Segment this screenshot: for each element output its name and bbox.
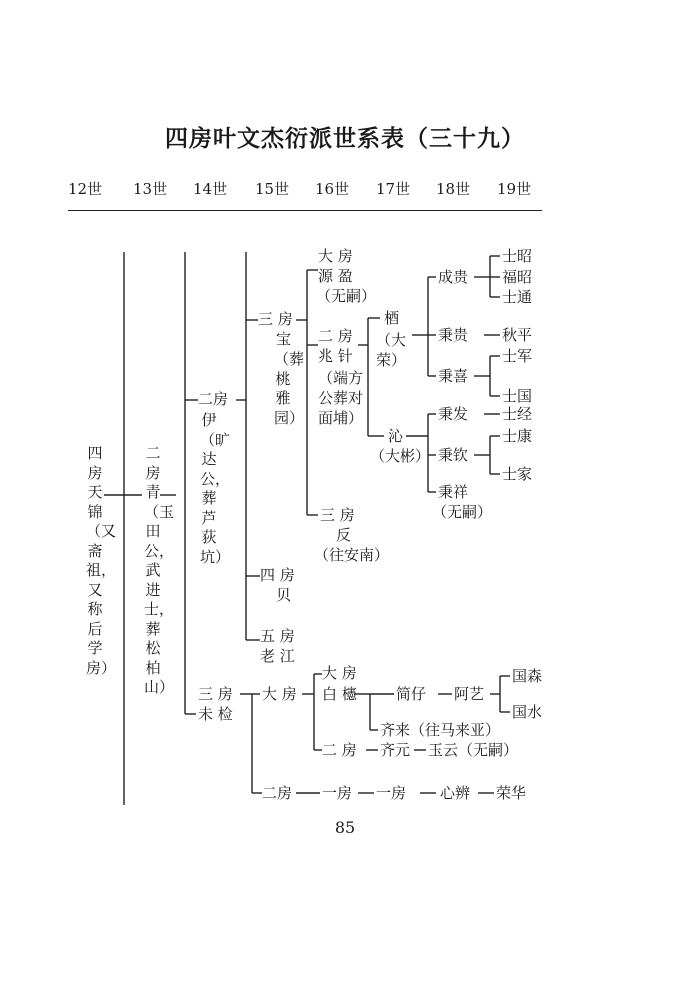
generation-label-19: 19世 [497, 180, 532, 198]
node-gen16-sanfang-label: 三 房 [320, 506, 355, 524]
generation-label-18: 18世 [436, 180, 471, 198]
node-gen19-fuzhao: 福昭 [502, 268, 533, 286]
node-gen16-yuanying: 源 盈 [318, 267, 353, 285]
node-gen15-bao: 宝 [276, 330, 292, 348]
node-gen18-bingxiang: 秉祥 [438, 483, 469, 501]
generation-label-16: 16世 [315, 180, 350, 198]
node-gen16-bai: 白 櫶 [322, 685, 357, 703]
node-gen19-shijun: 士军 [502, 347, 533, 365]
node-gen13-qing: 二房青（玉田公，武进士，葬松柏山） [144, 444, 175, 696]
node-gen16-erfang-label: 二 房 [318, 327, 353, 345]
node-gen18-binggui: 秉贵 [438, 326, 469, 344]
node-gen15-sifang-label: 四 房 [260, 566, 295, 584]
node-gen17-ying-note: （大荣） [376, 331, 407, 369]
generation-label-17: 17世 [376, 180, 411, 198]
node-gen16-dafang-label: 大 房 [318, 247, 353, 265]
node-gen17-ying: 梄 [384, 309, 400, 327]
node-gen15-wufang-label: 五 房 [260, 627, 295, 645]
node-gen18-bingfa: 秉发 [438, 405, 469, 423]
node-gen16-zhaozhen-note: （端方公葬对面埔） [318, 369, 364, 427]
node-gen16-yuanying-note: （无嗣） [316, 287, 377, 305]
node-gen16-fan-note: （往安南） [314, 546, 390, 564]
node-gen19-shitong: 士通 [502, 288, 533, 306]
node-gen17-qin-note: （大彬） [370, 447, 431, 465]
node-gen16-yifang: 一房 [322, 784, 353, 802]
node-gen12-tianjin: 四房天锦（又斋祖，又称后学房） [86, 444, 117, 677]
node-gen18-xinbian: 心辨 [440, 784, 471, 802]
node-gen15-laojiang: 老 江 [260, 647, 295, 665]
node-gen15-dafang: 大 房 [262, 685, 297, 703]
node-gen19-shikang: 士康 [502, 427, 533, 445]
node-gen17-jianzai: 简仔 [396, 685, 427, 703]
node-gen14-erfang-label: 二房 [198, 390, 229, 408]
node-gen18-bingxi: 秉喜 [438, 367, 469, 385]
node-gen19-ronghua: 荣华 [496, 784, 527, 802]
node-gen18-bingqin: 秉钦 [438, 446, 469, 464]
node-gen18-bingxiang-note: （无嗣） [432, 503, 493, 521]
node-gen17-yifang: 一房 [376, 784, 407, 802]
node-gen14-weijian: 未 检 [198, 705, 233, 723]
generation-label-12: 12世 [68, 180, 103, 198]
node-gen16-dafang-2: 大 房 [322, 664, 357, 682]
generation-label-14: 14世 [193, 180, 228, 198]
page-title: 四房叶文杰衍派世系表（三十九） [165, 125, 525, 152]
node-gen14-sanfang-label: 三 房 [198, 685, 233, 703]
node-gen17-qin: 沁 [388, 427, 404, 445]
node-gen19-qiuping: 秋平 [502, 326, 533, 344]
node-gen17-qiyuan: 齐元 [380, 741, 411, 759]
generation-label-15: 15世 [255, 180, 290, 198]
node-gen15-bei: 贝 [276, 586, 292, 604]
node-gen14-erfang-spacer: 伊（旷达公，葬芦荻坑） [200, 411, 231, 566]
node-gen17-qilai: 齐来（往马来亚） [380, 721, 501, 739]
node-gen18-yuyun: 玉云（无嗣） [428, 741, 519, 759]
node-gen16-erfang-2: 二 房 [322, 741, 357, 759]
node-gen16-zhaozhen: 兆 针 [318, 347, 353, 365]
node-gen19-shiguo: 士国 [502, 387, 533, 405]
node-gen18-chenggui: 成贵 [438, 268, 469, 286]
node-gen15-erfang: 二房 [262, 784, 293, 802]
generation-label-13: 13世 [133, 180, 168, 198]
node-gen19-guosen: 国森 [512, 667, 543, 685]
node-gen15-bao-note: （葬桃雅园） [274, 350, 305, 427]
node-gen19-guoshui: 国水 [512, 703, 543, 721]
node-gen18-ayi: 阿艺 [454, 685, 485, 703]
page-number: 85 [334, 818, 356, 837]
node-gen15-sanfang-label: 三 房 [258, 310, 293, 328]
node-gen19-shizhao: 士昭 [502, 247, 533, 265]
node-gen19-shijing: 士经 [502, 405, 533, 423]
node-gen16-fan: 反 [336, 526, 352, 544]
node-gen19-shijia: 士家 [502, 465, 533, 483]
